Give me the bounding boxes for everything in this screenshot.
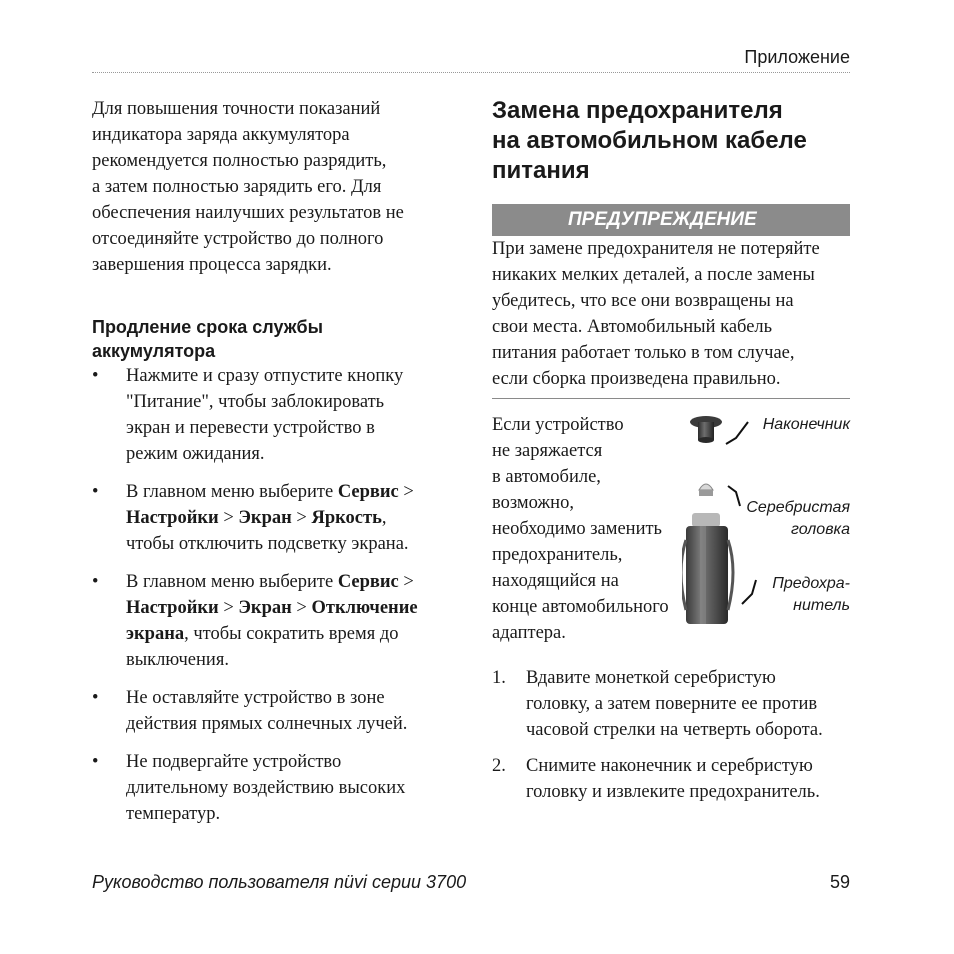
list-item [492,665,850,743]
text-line: выключения. [126,650,229,670]
text-line: необходимо заменить [492,519,662,539]
menu-path-service: Сервис [337,482,399,502]
text-run: > [398,572,414,592]
step-number: 2. [492,756,506,776]
text-line: часовой стрелки на четверть оборота. [526,720,823,740]
title-line: Замена предохранителя [492,97,783,124]
callout-line: головка [791,521,850,538]
text-run: , [381,508,387,528]
step-number: 1. [492,668,506,688]
text-line: адаптера. [492,623,566,643]
menu-path-service: Сервис [337,572,399,592]
text-line: Не подвергайте устройство [126,752,342,772]
warning-paragraph [492,236,850,399]
text-line: длительному воздействию высоких [126,778,406,798]
callout-silver-head [746,497,850,541]
text-line: конце автомобильного [492,597,669,617]
text-line: головку и извлеките предохранитель. [526,782,820,802]
title-line: питания [492,157,590,184]
text-line: Вдавите монеткой серебристую [526,668,776,688]
text-line: Если устройство [492,415,624,435]
callout-line: Серебристая [746,499,850,516]
battery-life-heading [92,315,448,363]
page-number: 59 [829,872,850,892]
text-line: если сборка произведена правильно. [492,369,781,389]
text-line: индикатора заряда аккумулятора [92,125,350,145]
callout-line: Предохра- [772,575,850,592]
text-line [126,479,448,505]
text-run: В главном меню выберите [126,482,338,502]
list-item [92,569,448,673]
text-line: завершения процесса зарядки. [92,255,332,275]
text-line: Не оставляйте устройство в зоне [126,688,385,708]
text-run: В главном меню выберите [126,572,338,592]
text-line: не заряжается [492,441,603,461]
footer-manual-title: Руководство пользователя nüvi серии 3700 [92,872,467,892]
list-item [492,753,850,805]
text-line: находящийся на [492,571,619,591]
list-item [92,749,448,827]
list-item [92,363,448,467]
menu-path-screen: Экран [238,508,292,528]
tip-cap-part [690,416,722,443]
menu-path-brightness: Яркость [311,508,382,528]
text-line: температур. [126,804,221,824]
bullet-icon: • [92,688,99,708]
text-run: > [218,508,239,528]
text-run: > [218,598,239,618]
callout-fuse [772,573,850,617]
text-line: рекомендуется полностью разрядить, [92,151,387,171]
text-line [126,595,448,621]
title-line: на автомобильном кабеле [492,127,807,154]
header-divider [92,72,850,73]
text-line: головку, а затем поверните ее против [526,694,818,714]
text-line: предохранитель, [492,545,623,565]
text-line: убедитесь, что все они возвращены на [492,291,794,311]
bullet-icon: • [92,366,99,386]
text-line: никаких мелких деталей, а после замены [492,265,815,285]
right-column [492,96,850,802]
heading-line: Продление срока службы [92,317,323,337]
bullet-icon: • [92,752,99,772]
text-line: а затем полностью зарядить его. Для [92,177,382,197]
menu-path-settings: Настройки [126,508,219,528]
warning-banner: ПРЕДУПРЕЖДЕНИЕ [492,204,850,236]
figure-description [492,412,669,646]
text-line [126,569,448,595]
text-line: Нажмите и сразу отпустите кнопку [126,366,404,386]
text-line: При замене предохранителя не потеряйте [492,239,820,259]
list-item [92,479,448,557]
text-line [126,505,448,531]
section-title [492,96,850,186]
bullet-icon: • [92,572,99,592]
text-line: обеспечения наилучших результатов не [92,203,404,223]
silver-head-part [699,484,713,496]
text-run: > [398,482,414,502]
menu-path-settings: Настройки [126,598,219,618]
text-run: > [291,508,312,528]
text-line: питания работает только в том случае, [492,343,795,363]
text-line: возможно, [492,493,574,513]
callout-line: нитель [793,597,850,614]
intro-paragraph [92,96,448,278]
menu-path-screen: Экран [238,598,292,618]
text-line: Для повышения точности показаний [92,99,381,119]
text-line: действия прямых солнечных лучей. [126,714,408,734]
text-line [126,621,448,647]
text-line: в автомобиле, [492,467,601,487]
left-column [92,96,448,839]
text-line: экран и перевести устройство в [126,418,375,438]
callout-tip: Наконечник [762,416,850,433]
battery-tips-list [92,363,448,827]
menu-path-screen-off: экрана [126,624,185,644]
steps-list [492,665,850,815]
text-line: "Питание", чтобы заблокировать [126,392,385,412]
list-item [92,685,448,737]
menu-path-screen-off: Отключение [311,598,418,618]
text-run: , чтобы сократить время до [184,624,399,644]
text-line: чтобы отключить подсветку экрана. [126,534,409,554]
text-run: > [291,598,312,618]
heading-line: аккумулятора [92,341,216,361]
bullet-icon: • [92,482,99,502]
text-line: Снимите наконечник и серебристую [526,756,813,776]
running-header: Приложение [744,47,850,67]
text-line: режим ожидания. [126,444,265,464]
text-line: отсоединяйте устройство до полного [92,229,384,249]
text-line: свои места. Автомобильный кабель [492,317,773,337]
